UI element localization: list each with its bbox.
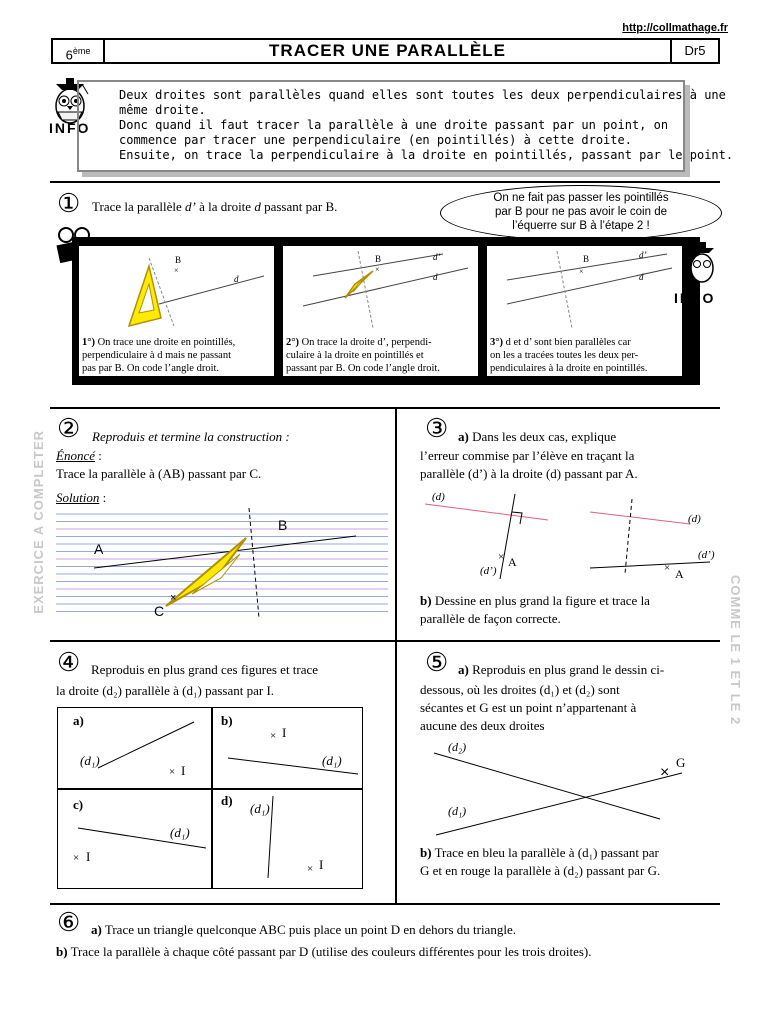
enonce: Énoncé : (56, 448, 102, 463)
svg-text:×: × (270, 730, 277, 742)
point-C-label: C (154, 603, 165, 618)
svg-text:×: × (498, 551, 505, 563)
exercise-5-a-line1: a) Reproduis en plus grand le dessin ci- (458, 662, 665, 677)
point-A-label: A (94, 541, 104, 557)
line-d-label: d (234, 274, 239, 284)
step-3-frame (487, 246, 682, 376)
exercise-3-a-line2: l’erreur commise par l’élève en traçant la (420, 448, 635, 463)
step-1-figure (79, 246, 274, 331)
info-label-2: INFO (674, 290, 716, 306)
owl-info-icon (682, 236, 722, 288)
info-line: Ensuite, on trace la perpendiculaire à la droite en pointillés, passant par le point. (119, 148, 734, 162)
point-G-label: G (676, 755, 686, 770)
exercise-3-number: ③ (425, 414, 449, 443)
svg-text:A: A (675, 567, 684, 581)
exercise-3-figure (420, 484, 720, 584)
svg-text:×: × (579, 267, 584, 276)
sheet-code: Dr5 (670, 40, 718, 62)
svg-text:×: × (664, 562, 671, 574)
tip-bubble: On ne fait pas passer les pointillés par B pour ne pas avoir le coin de l’équerre sur B à l’étape 2 ! (440, 185, 722, 241)
svg-text:×: × (307, 863, 314, 875)
step-2-text: 2°) On trace la droite d’, perpendi- culaire à la droite en pointillés et passant par B. On code l’angle droit. (286, 337, 440, 374)
step-1-text: 1°) On trace une droite en pointillés, perpendiculaire à d mais ne passant pas par B. On code l’angle droit. (82, 337, 236, 374)
svg-text:×: × (170, 592, 177, 604)
svg-text:(d’): (d’) (480, 565, 497, 577)
line-d1-label: (d₁) (448, 804, 467, 818)
exercise-5-figure (420, 735, 720, 840)
site-url[interactable]: http://collmathage.fr (622, 22, 728, 34)
exercise-6-a: a) Trace un triangle quelconque ABC puis place un point D en dehors du triangle. (91, 922, 516, 937)
exercise-5-a-line2: dessous, où les droites (d₁) et (d₂) sont (420, 682, 620, 697)
exercise-5-a-line3: sécantes et G est un point n’appartenant à (420, 700, 637, 715)
exercise-2-number: ② (57, 414, 81, 443)
point-B-label: B (175, 255, 182, 265)
exercise-4-figures (58, 708, 362, 888)
film-strip (72, 237, 700, 385)
svg-text:d: d (639, 272, 644, 282)
page-title: TRACER UNE PARALLÈLE (269, 41, 506, 60)
exercise-6-number: ⑥ (57, 908, 81, 937)
exercise-5-a-line4: aucune des deux droites (420, 718, 545, 733)
svg-text:d’: d’ (639, 250, 647, 260)
divider (50, 903, 720, 905)
exercise-1-instruction: Trace la parallèle d’ à la droite d passant par B. (92, 199, 338, 214)
step-1-frame (79, 246, 274, 376)
svg-text:(d’): (d’) (698, 549, 715, 561)
exercise-3-a-line1: a) Dans les deux cas, explique (458, 429, 617, 444)
svg-text:×: × (169, 766, 176, 778)
side-label-left: EXERCICE A COMPLETER (31, 430, 46, 614)
svg-text:B: B (375, 254, 382, 264)
svg-text:d’: d’ (433, 252, 441, 262)
svg-text:×: × (73, 852, 80, 864)
svg-text:×: × (375, 265, 380, 274)
info-line: Deux droites sont parallèles quand elles sont toutes les deux perpendiculaires à une (119, 88, 726, 102)
exercise-5-number: ⑤ (425, 648, 449, 677)
info-box (77, 80, 734, 172)
exercise-3-b-line1: b) Dessine en plus grand la figure et trace la (420, 593, 650, 608)
info-line: Donc quand il faut tracer la parallèle à une droite passant par un point, on (119, 118, 669, 132)
step-3-figure (487, 246, 682, 331)
exercise-2-figure (56, 506, 388, 618)
exercise-3-a-line3: parallèle (d’) à la droite (d) passant par A. (420, 466, 638, 481)
side-label-right: COMME LE 1 ET LE 2 (728, 575, 743, 726)
enonce-text: Trace la parallèle à (AB) passant par C. (56, 466, 262, 481)
svg-text:B: B (583, 254, 590, 264)
divider (50, 407, 720, 409)
svg-text:d: d (433, 272, 438, 282)
svg-text:A: A (508, 555, 517, 569)
step-3-text: 3°) d et d’ sont bien parallèles car on les a tracées toutes les deux per- pendiculaires à la droite en pointillés. (490, 337, 648, 374)
exercise-6-b: b) Trace la parallèle à chaque côté passant par D (utilise des couleurs différentes pour les trois droites). (56, 944, 592, 959)
exercise-2-instruction: Reproduis et termine la construction : (92, 429, 290, 444)
step-2-frame (283, 246, 478, 376)
exercise-5-b-line1: b) Trace en bleu la parallèle à (d₁) passant par (420, 845, 659, 860)
exercise-4-number: ④ (57, 648, 81, 677)
info-label: INFO (49, 120, 91, 136)
info-line: même droite. (119, 103, 206, 117)
title-bar (51, 38, 720, 64)
svg-text:(d): (d) (432, 491, 445, 503)
exercise-3-b-line2: parallèle de façon correcte. (420, 611, 561, 626)
svg-text:×: × (660, 764, 670, 781)
solution-label: Solution : (56, 490, 107, 505)
svg-text:(d): (d) (688, 513, 701, 525)
divider (50, 181, 720, 183)
column-divider (395, 409, 397, 903)
exercise-1-number: ① (57, 189, 81, 218)
exercise-4-line1: Reproduis en plus grand ces figures et trace (91, 662, 319, 677)
exercise-4-line2: la droite (d₂) parallèle à (d₁) passant par I. (56, 683, 275, 698)
svg-text:×: × (174, 266, 179, 275)
line-d2-label: (d₂) (448, 740, 467, 754)
point-B-label: B (278, 517, 288, 533)
step-2-figure (283, 246, 478, 331)
divider (50, 640, 720, 642)
level-box: 6ème (53, 40, 105, 62)
exercise-5-b-line2: G et en rouge la parallèle à (d₂) passant par G. (420, 863, 661, 878)
exercise-4-grid: × × × × a) b) c) d) (d₁) (d₁) (d₁) (d₁) I I I I (57, 707, 363, 889)
info-line: commence par tracer une perpendiculaire (en pointillés) à cette droite. (119, 133, 632, 147)
